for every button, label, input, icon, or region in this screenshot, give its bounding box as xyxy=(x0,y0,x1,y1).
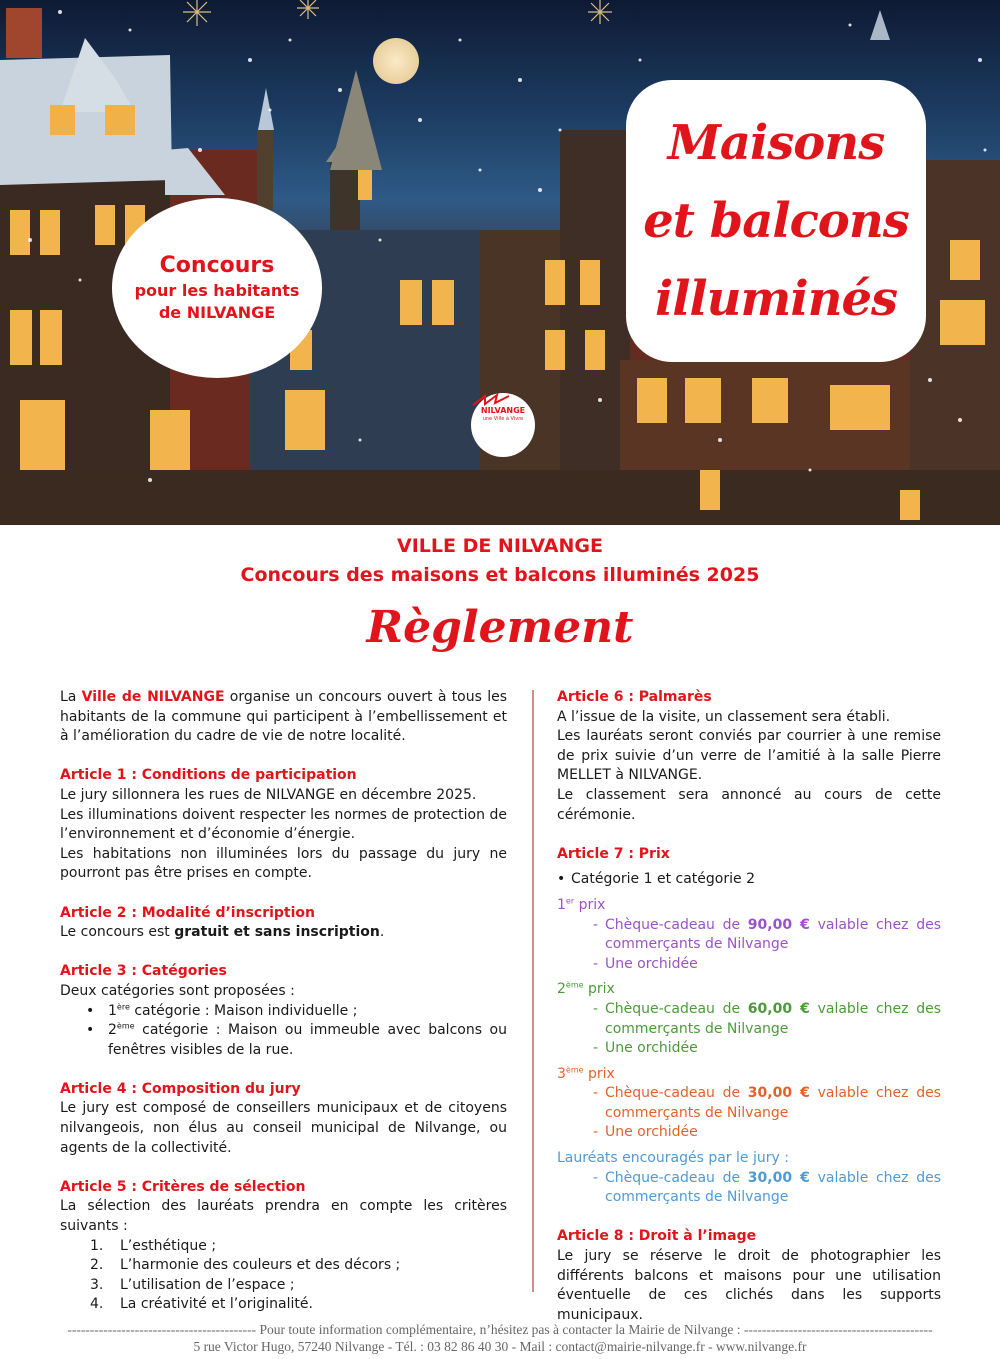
prize-cheque xyxy=(593,1169,941,1208)
criteria-number: 2. xyxy=(90,1257,104,1274)
criteria-item xyxy=(90,1256,507,1276)
article-1-line: Les illuminations doivent respecter les normes de protection de l’environnement et d’économie d’énergie. xyxy=(60,806,507,843)
prize-first xyxy=(557,896,941,974)
right-column xyxy=(557,688,941,1325)
prize-third xyxy=(557,1065,941,1143)
criteria-text: La créativité et l’originalité. xyxy=(120,1296,313,1313)
prize-extra: - Une orchidée xyxy=(593,955,941,975)
contest-heading: Concours des maisons et balcons illuminés 2025 xyxy=(240,564,760,586)
category-item xyxy=(108,1002,507,1022)
prize-label: prix xyxy=(574,896,606,913)
criteria-list xyxy=(60,1237,507,1315)
left-column xyxy=(60,688,507,1315)
intro-paragraph xyxy=(60,688,507,747)
prize-encouraged xyxy=(557,1149,941,1208)
logo-name: NILVANGE xyxy=(480,406,526,415)
prize-label: prix xyxy=(583,1065,615,1082)
criteria-text: L’harmonie des couleurs et des décors ; xyxy=(120,1257,401,1274)
criteria-number: 1. xyxy=(90,1237,104,1254)
swoosh-icon xyxy=(471,393,511,407)
prize-ordinal: ème xyxy=(565,1065,584,1075)
badge-line: de NILVANGE xyxy=(158,303,276,322)
prize-label: prix xyxy=(583,981,615,998)
title-card-line: illuminés xyxy=(654,271,898,327)
cheque-text: valable chez des commerçants de Nilvange xyxy=(605,1085,941,1121)
cheque-text: Chèque-cadeau de xyxy=(605,1085,748,1102)
article-6-line: Les lauréats seront conviés par courrier à une remise de prix suivie d’un verre de l’amitié à la salle Pierre MELLET à NILVANGE. xyxy=(557,728,941,784)
column-divider xyxy=(532,690,534,1292)
prize-level xyxy=(557,1065,941,1085)
prize-level xyxy=(557,980,941,1000)
cheque-text: Chèque-cadeau de xyxy=(605,1000,748,1017)
article-3-title: Article 3 : Catégories xyxy=(60,963,227,980)
category-item xyxy=(108,1021,507,1060)
criteria-number: 3. xyxy=(90,1276,104,1293)
badge-line: pour les habitants xyxy=(134,281,300,300)
hero-banner xyxy=(0,0,1000,525)
article-4-text: Le jury est composé de conseillers municipaux et de citoyens nilvangeois, non élus au conseil municipal de Nilvange, ou agents de la collectivité. xyxy=(60,1100,507,1156)
criteria-item xyxy=(90,1295,507,1315)
cheque-text: Chèque-cadeau de xyxy=(605,1169,748,1186)
footer-contact-intro: ------------------------------------------ Pour toute information complémentaire, n’hésitez pas à contacter la Mairie de Nilvange : ------------------------------------------ xyxy=(67,1322,933,1337)
category-ordinal: ème xyxy=(116,1021,135,1031)
title-card-line: Maisons xyxy=(667,115,885,171)
article-2-bold: gratuit et sans inscription xyxy=(174,924,380,941)
category-ordinal: ère xyxy=(116,1001,130,1011)
article-5-intro: La sélection des lauréats prendra en compte les critères suivants : xyxy=(60,1198,507,1235)
intro-text: La xyxy=(60,689,82,705)
prize-ordinal: er xyxy=(565,896,575,906)
cheque-amount: 60,00 € xyxy=(747,1000,810,1017)
logo-tagline: une Ville à Vivre xyxy=(482,416,524,422)
cheque-amount: 30,00 € xyxy=(747,1169,810,1186)
prize-level xyxy=(557,896,941,916)
fireworks xyxy=(183,0,612,26)
article-8-title: Article 8 : Droit à l’image xyxy=(557,1228,757,1245)
prize-second xyxy=(557,980,941,1058)
article-8-text: Le jury se réserve le droit de photographier les différents balcons et maisons pour une utilisation éventuelle de ces clichés dans les supports municipaux. xyxy=(557,1248,941,1323)
intro-text: organise un concours ouvert à tous les habitants de la commune qui participent à l’embellissement et à l’amélioration du cadre de vie de notre localité. xyxy=(60,689,507,745)
category-number: 2 xyxy=(108,1022,117,1039)
article-2-pre: Le concours est xyxy=(60,924,175,941)
moon xyxy=(373,38,419,84)
article-6-line: Le classement sera annoncé au cours de cette cérémonie. xyxy=(557,786,941,823)
category-text: catégorie : Maison individuelle ; xyxy=(129,1002,358,1019)
cheque-amount: 30,00 € xyxy=(747,1085,810,1102)
criteria-item xyxy=(90,1237,507,1257)
article-6-line: A l’issue de la visite, un classement sera établi. xyxy=(557,708,891,725)
criteria-text: L’esthétique ; xyxy=(120,1237,217,1254)
article-2-title: Article 2 : Modalité d’inscription xyxy=(60,904,316,921)
prize-category: • Catégorie 1 et catégorie 2 xyxy=(557,870,941,890)
article-6-title: Article 6 : Palmarès xyxy=(557,689,712,705)
prize-level: Lauréats encouragés par le jury : xyxy=(557,1150,789,1167)
criteria-text: L’utilisation de l’espace ; xyxy=(120,1276,295,1293)
nilvange-logo xyxy=(471,393,535,457)
page-title: Règlement xyxy=(366,602,634,653)
category-list xyxy=(60,1002,507,1061)
cheque-amount: 90,00 € xyxy=(747,916,810,933)
title-card-line: et balcons xyxy=(643,193,909,249)
article-2-post: . xyxy=(379,924,385,941)
prize-number: 3 xyxy=(557,1065,566,1082)
city-heading: VILLE DE NILVANGE xyxy=(396,535,603,557)
cheque-text: valable chez des commerçants de Nilvange xyxy=(605,916,941,953)
article-7-title: Article 7 : Prix xyxy=(557,845,670,862)
article-3-intro: Deux catégories sont proposées : xyxy=(60,982,295,999)
prize-extra: - Une orchidée xyxy=(593,1123,941,1143)
cheque-text: Chèque-cadeau de xyxy=(605,916,748,933)
criteria-number: 4. xyxy=(90,1296,104,1313)
article-1-line: Le jury sillonnera les rues de NILVANGE en décembre 2025. xyxy=(60,786,477,803)
article-1-line: Les habitations non illuminées lors du passage du jury ne pourront pas être prises en compte. xyxy=(60,845,507,882)
article-5-title: Article 5 : Critères de sélection xyxy=(60,1178,306,1195)
contest-badge xyxy=(112,198,322,378)
prize-cheque xyxy=(593,1084,941,1123)
article-4-title: Article 4 : Composition du jury xyxy=(60,1080,301,1097)
badge-title: Concours xyxy=(159,253,275,278)
footer-contact-details: 5 rue Victor Hugo, 57240 Nilvange - Tél. : 03 82 86 40 30 - Mail : contact@mairie-nilvange.fr - www.nilvange.fr xyxy=(193,1339,807,1354)
cheque-text: valable chez des commerçants de Nilvange xyxy=(605,1000,941,1037)
cheque-text: valable chez des commerçants de Nilvange xyxy=(605,1169,941,1206)
prize-number: 1 xyxy=(557,896,566,913)
criteria-item xyxy=(90,1276,507,1296)
prize-number: 2 xyxy=(557,981,566,998)
article-2-text xyxy=(60,923,507,943)
title-card xyxy=(626,80,926,362)
article-1-title: Article 1 : Conditions de participation xyxy=(60,767,357,784)
intro-highlight: Ville de NILVANGE xyxy=(81,689,225,705)
prize-extra: - Une orchidée xyxy=(593,1039,941,1059)
category-text: catégorie : Maison ou immeuble avec balcons ou fenêtres visibles de la rue. xyxy=(108,1022,507,1058)
prize-cheque xyxy=(593,916,941,955)
category-number: 1 xyxy=(108,1002,117,1019)
prize-cheque xyxy=(593,1000,941,1039)
prize-ordinal: ème xyxy=(565,980,584,990)
